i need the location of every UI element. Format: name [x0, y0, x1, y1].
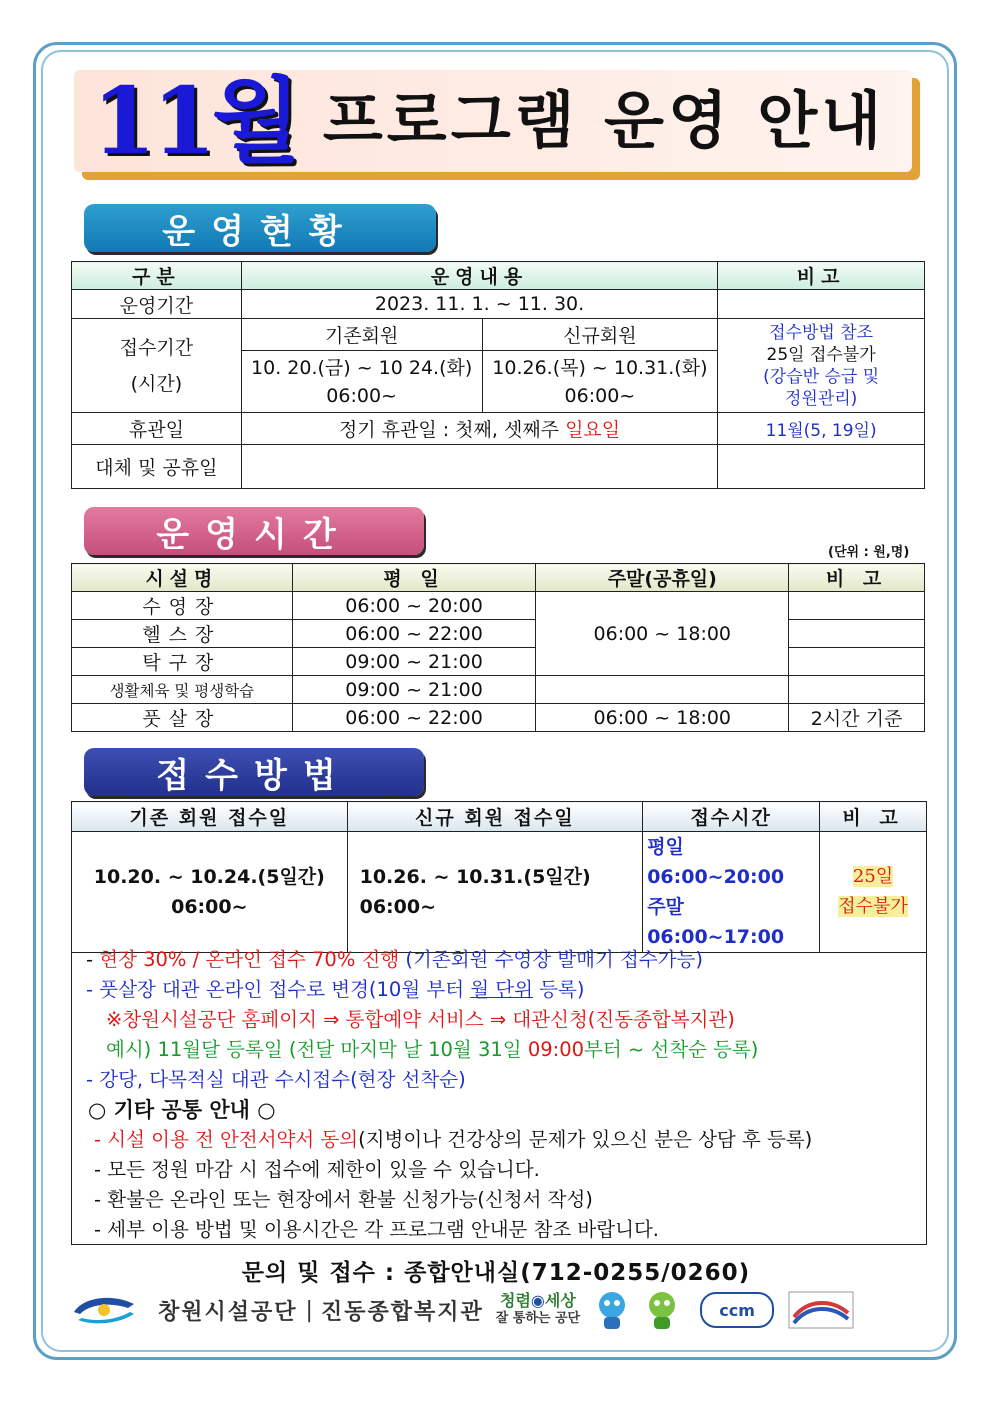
- status-header-category: 구분: [72, 262, 242, 290]
- registration-label-line2: (시간): [130, 372, 183, 395]
- note-safety-pledge: - 시설 이용 전 안전서약서 동의: [94, 1128, 359, 1151]
- existing-member-date: 10. 20.(금) ~ 10 24.(화): [251, 356, 473, 379]
- ccm-logo: ccm: [700, 1292, 774, 1328]
- weekend-hours-merged: 06:00 ~ 18:00: [536, 592, 789, 676]
- existing-registration-time: 06:00~: [171, 896, 248, 918]
- method-header-time: 접수시간: [643, 802, 820, 832]
- facility-futsal: 풋살장: [72, 704, 293, 732]
- org-name: 창원시설공단: [158, 1299, 298, 1325]
- unit-label: (단위 : 원,명): [828, 545, 910, 560]
- futsal-weekend: 06:00 ~ 18:00: [536, 704, 789, 732]
- registration-label-line1: 접수기간: [119, 336, 194, 359]
- gym-note: [789, 620, 925, 648]
- mascot-green-icon: [642, 1289, 682, 1331]
- closed-day-note: 11월(5, 19일): [718, 413, 925, 445]
- registration-label: [72, 319, 242, 413]
- hours-header-weekday: 평 일: [292, 564, 536, 592]
- new-member-period: [482, 351, 718, 413]
- gym-weekday: 06:00 ~ 22:00: [292, 620, 536, 648]
- closed-day-text: 정기 휴관일 : 첫째, 셋째주: [338, 419, 566, 441]
- method-header-existing: 기존 회원 접수일: [72, 802, 348, 832]
- note-line-4: 예시) 11월달 등록일 (전달 마지막 날 10월 31일 09:00부터 ~ 선착순 등록): [106, 1038, 759, 1061]
- section-method-heading: 접수방법: [84, 748, 424, 796]
- new-registration-dates: 10.26. ~ 10.31.(5일간): [359, 866, 591, 888]
- note-line-8: - 모든 정원 마감 시 접수에 제한이 있을 수 있습니다.: [94, 1158, 540, 1181]
- existing-registration-cell: [72, 832, 348, 953]
- branch-name: 진동종합복지관: [320, 1299, 484, 1325]
- facility-gym: 헬스장: [72, 620, 293, 648]
- title-banner: [74, 67, 912, 175]
- note-25th: 25일: [852, 866, 894, 887]
- status-table: [71, 261, 925, 489]
- new-registration-cell: [347, 832, 643, 953]
- table-tennis-note: [789, 648, 925, 676]
- title-text: 프로그램 운영 안내: [322, 84, 886, 157]
- registration-note-line3: (강습반 승급 및: [763, 366, 880, 387]
- integrity-slogan: 청렴◉세상 잘 통하는 공단: [495, 1291, 581, 1326]
- new-registration-time: 06:00~: [359, 896, 437, 918]
- lifelong-learning-weekend: [536, 676, 789, 704]
- section-hours-heading: 운영시간: [84, 507, 424, 555]
- note-line-10: - 세부 이용 방법 및 이용시간은 각 프로그램 안내문 참조 바랍니다.: [94, 1218, 659, 1241]
- note-line-7: - 시설 이용 전 안전서약서 동의(지병이나 건강상의 문제가 있으신 분은 상담 후 등록): [94, 1128, 813, 1151]
- note-monthly-unit: 월 단위: [470, 978, 533, 1001]
- note-line-5: - 강당, 다목적실 대관 수시접수(현장 선착순): [86, 1068, 466, 1091]
- registration-note-cell: [820, 832, 927, 953]
- lifelong-learning-weekday: 09:00 ~ 21:00: [292, 676, 536, 704]
- status-header-content: 운영내용: [241, 262, 717, 290]
- existing-member-period: [241, 351, 482, 413]
- period-value: 2023. 11. 1. ~ 11. 30.: [241, 290, 717, 319]
- new-member-date: 10.26.(목) ~ 10.31.(화): [492, 356, 708, 379]
- title-month: 11월: [92, 67, 297, 175]
- note-line-2: - 풋살장 대관 온라인 접수로 변경(10월 부터 월 단위 등록): [86, 978, 585, 1001]
- registration-time-cell: [643, 832, 820, 953]
- closed-day-value: [241, 413, 717, 445]
- existing-member-time: 06:00~: [326, 384, 397, 407]
- new-member-time: 06:00~: [564, 384, 636, 407]
- futsal-note: 2시간 기준: [789, 704, 925, 732]
- lifelong-learning-note: [789, 676, 925, 704]
- registration-note: [718, 319, 925, 413]
- closed-day-label: 휴관일: [72, 413, 242, 445]
- period-note: [718, 290, 925, 319]
- pool-note: [789, 592, 925, 620]
- pool-weekday: 06:00 ~ 20:00: [292, 592, 536, 620]
- existing-member-label: 기존회원: [241, 319, 482, 351]
- table-tennis-weekday: 09:00 ~ 21:00: [292, 648, 536, 676]
- facility-pool: 수영장: [72, 592, 293, 620]
- registration-note-line1: 접수방법 참조: [769, 322, 874, 343]
- futsal-weekday: 06:00 ~ 22:00: [292, 704, 536, 732]
- registration-note-line4: 정원관리): [784, 388, 858, 409]
- status-header-note: 비고: [718, 262, 925, 290]
- hours-header-facility: 시설명: [72, 564, 293, 592]
- note-onsite-online-ratio: 현장 30% / 온라인 접수 70% 진행: [99, 948, 400, 971]
- facility-lifelong-learning: 생활체육 및 평생학습: [72, 676, 293, 704]
- certification-mark-icon: [788, 1291, 854, 1329]
- registration-note-line2: 25일 접수불가: [766, 344, 876, 365]
- hours-table: [71, 563, 925, 732]
- facility-table-tennis: 탁구장: [72, 648, 293, 676]
- logo-row: [70, 1288, 940, 1332]
- note-line-9: - 환불은 온라인 또는 현장에서 환불 신청가능(신청서 작성): [94, 1188, 593, 1211]
- new-member-label: 신규회원: [482, 319, 718, 351]
- common-info-heading: ○ 기타 공통 안내 ○: [88, 1098, 276, 1122]
- mascot-blue-icon: [592, 1289, 632, 1331]
- notes-box: [71, 941, 927, 1245]
- section-status-heading: 운영현황: [84, 204, 436, 252]
- hours-header-note: 비 고: [789, 564, 925, 592]
- note-closed: 접수불가: [838, 896, 908, 917]
- substitute-holiday-note: [718, 445, 925, 489]
- method-table: [71, 801, 927, 953]
- period-label: 운영기간: [72, 290, 242, 319]
- substitute-holiday-value: [241, 445, 717, 489]
- substitute-holiday-label: 대체 및 공휴일: [72, 445, 242, 489]
- health-city-logo-icon: [70, 1290, 140, 1330]
- note-line-1: - 현장 30% / 온라인 접수 70% 진행 (기존회원 수영장 발매기 접수가능): [86, 948, 703, 971]
- closed-day-sunday: 일요일: [565, 419, 621, 441]
- weekend-registration-time: 주말06:00~17:00: [647, 896, 785, 948]
- method-header-new: 신규 회원 접수일: [347, 802, 643, 832]
- contact-info: 문의 및 접수 : 종합안내실(712-0255/0260): [241, 1260, 751, 1286]
- weekday-registration-time: 평일06:00~20:00: [647, 836, 785, 888]
- method-header-note: 비 고: [820, 802, 927, 832]
- hours-header-weekend: 주말(공휴일): [536, 564, 789, 592]
- existing-registration-dates: 10.20. ~ 10.24.(5일간): [93, 866, 325, 888]
- note-line-3: ※창원시설공단 홈페이지 ⇒ 통합예약 서비스 ⇒ 대관신청(진동종합복지관): [106, 1008, 735, 1031]
- logo-divider: |: [305, 1297, 313, 1323]
